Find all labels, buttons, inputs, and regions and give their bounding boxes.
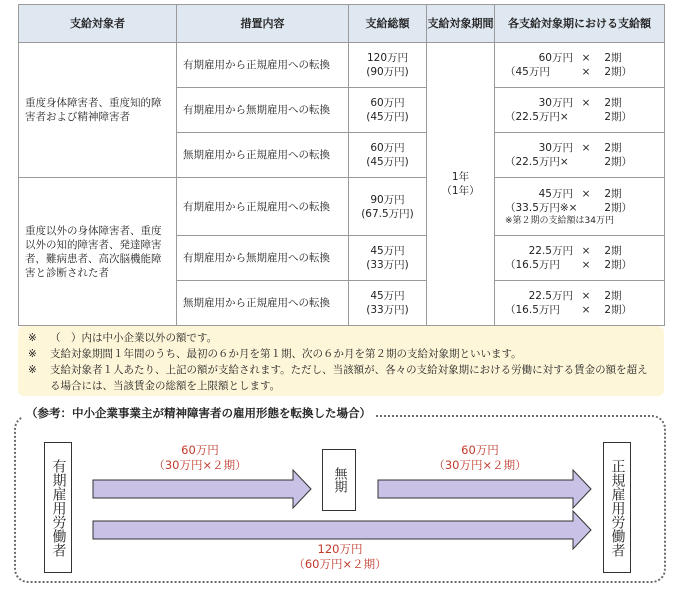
per-amount: 30万円 <box>538 142 573 154</box>
measure-cell: 無期雇用から正規雇用への転換 <box>177 133 349 178</box>
per-count-sub: 2 <box>604 304 611 316</box>
per-amount: 60万円 <box>538 52 573 64</box>
amount-sub: (90万円) <box>366 66 409 78</box>
times-sign: × <box>581 97 591 109</box>
header-target: 支給対象者 <box>19 5 177 43</box>
per-period-note: ※第２期の支給額は34万円 <box>505 215 614 226</box>
times-sign: × <box>581 245 591 257</box>
per-amount: 30万円 <box>538 97 573 109</box>
amount-main: 60万円 <box>370 142 405 154</box>
times-sign: × <box>581 142 591 154</box>
per-unit-sub: 期） <box>611 259 632 271</box>
per-count-sub: 2 <box>604 111 611 123</box>
per-unit-sub: 期） <box>611 111 632 123</box>
per-amount-sub: （33.5万円※× <box>505 201 578 214</box>
measure-cell: 有期雇用から無期雇用への転換 <box>177 236 349 281</box>
amount-sub: (33万円) <box>366 259 409 271</box>
note-mark: ※ <box>28 364 37 376</box>
arrow-label-detail: （30万円×２期） <box>153 458 247 472</box>
arrow-label-2 <box>420 443 540 473</box>
arrow-label-amount: 60万円 <box>461 443 499 457</box>
measure-cell: 有期雇用から無期雇用への転換 <box>177 88 349 133</box>
amount-main: 60万円 <box>370 97 405 109</box>
arrow-fixed-to-none <box>93 470 311 508</box>
times-sign: × <box>581 259 591 271</box>
note-mark: ※ <box>28 348 37 360</box>
per-amount-sub: （45万円 <box>505 66 550 78</box>
amount-sub: (45万円) <box>366 156 409 168</box>
per-amount-sub: （16.5万円 <box>505 259 560 271</box>
amount-main: 90万円 <box>370 193 405 206</box>
arrow-label-1 <box>140 443 260 473</box>
measure-cell: 無期雇用から正規雇用への転換 <box>177 281 349 326</box>
per-unit-sub: 期） <box>611 156 632 168</box>
per-unit-sub: 期） <box>611 201 632 214</box>
measure-cell: 有期雇用から正規雇用への転換 <box>177 43 349 88</box>
amount-main: 45万円 <box>370 290 405 302</box>
per-amount-sub: （22.5万円× <box>505 111 569 123</box>
period-main: 1年 <box>451 171 470 183</box>
per-amount-sub: （16.5万円 <box>505 304 560 316</box>
arrow-label-detail: （60万円×２期） <box>293 557 387 571</box>
per-count-sub: 2 <box>604 66 611 78</box>
times-sign: × <box>581 187 591 200</box>
per-unit-sub: 期） <box>611 66 632 78</box>
per-count: 2 <box>604 245 611 257</box>
note-text: 支給対象期間１年間のうち、最初の６か月を第１期、次の６か月を第２期の支給対象期といいます。 <box>50 348 522 360</box>
note-text: （ ）内は中小企業以外の額です。 <box>50 332 218 344</box>
arrow-label-detail: （30万円×２期） <box>433 458 527 472</box>
period-sub: （1年） <box>441 185 480 197</box>
header-measure: 措置内容 <box>177 5 349 43</box>
times-sign: × <box>581 290 591 302</box>
note-mark: ※ <box>28 332 37 344</box>
reference-title: （参考：中小企業事業主が精神障害者の雇用形態を転換した場合） <box>22 405 375 421</box>
per-unit: 期 <box>611 52 622 64</box>
amount-sub: (33万円) <box>366 304 409 316</box>
per-unit: 期 <box>611 245 622 257</box>
amount-main: 120万円 <box>366 52 409 64</box>
per-unit: 期 <box>611 142 622 154</box>
per-unit: 期 <box>611 97 622 109</box>
target-cell: 重度身体障害者、重度知的障害者および精神障害者 <box>19 43 177 178</box>
per-amount: 22.5万円 <box>528 290 573 302</box>
per-count: 2 <box>604 142 611 154</box>
per-count: 2 <box>604 290 611 302</box>
header-total: 支給総額 <box>349 5 427 43</box>
header-period: 支給対象期間 <box>427 5 495 43</box>
amount-sub: (67.5万円) <box>361 207 414 220</box>
arrow-label-3 <box>270 542 410 572</box>
per-count: 2 <box>604 52 611 64</box>
times-sign: × <box>581 304 591 316</box>
arrow-label-amount: 60万円 <box>181 443 219 457</box>
amount-main: 45万円 <box>370 245 405 257</box>
header-per-period: 各支給対象期における支給額 <box>495 5 665 43</box>
per-unit: 期 <box>611 187 622 200</box>
per-count-sub: 2 <box>604 156 611 168</box>
per-unit: 期 <box>611 290 622 302</box>
note-text: 支給対象者１人あたり、上記の額が支給されます。ただし、当該額が、各々の支給対象期における労働に対する賃金の額を超える場合には、当該賃金の総額を上限額とします。 <box>50 364 648 392</box>
per-count: 2 <box>604 97 611 109</box>
times-sign: × <box>581 66 591 78</box>
per-amount-sub: （22.5万円× <box>505 156 569 168</box>
per-count-sub: 2 <box>604 201 611 214</box>
arrow-label-amount: 120万円 <box>317 542 363 556</box>
per-count: 2 <box>604 187 611 200</box>
per-amount: 22.5万円 <box>528 245 573 257</box>
box-indefinite: 無期 <box>322 449 356 511</box>
target-cell: 重度以外の身体障害者、重度以外の知的障害者、発達障害者，難病患者、高次脳機能障害と診断された者 <box>19 178 177 326</box>
arrow-none-to-perm <box>378 470 591 508</box>
measure-cell: 有期雇用から正規雇用への転換 <box>177 178 349 236</box>
box-regular-worker: 正規雇用労働者 <box>603 442 631 573</box>
amount-sub: (45万円) <box>366 111 409 123</box>
per-count-sub: 2 <box>604 259 611 271</box>
per-unit-sub: 期） <box>611 304 632 316</box>
times-sign: × <box>581 52 591 64</box>
box-fixed-term-worker: 有期雇用労働者 <box>44 442 72 573</box>
per-amount: 45万円 <box>538 187 573 200</box>
